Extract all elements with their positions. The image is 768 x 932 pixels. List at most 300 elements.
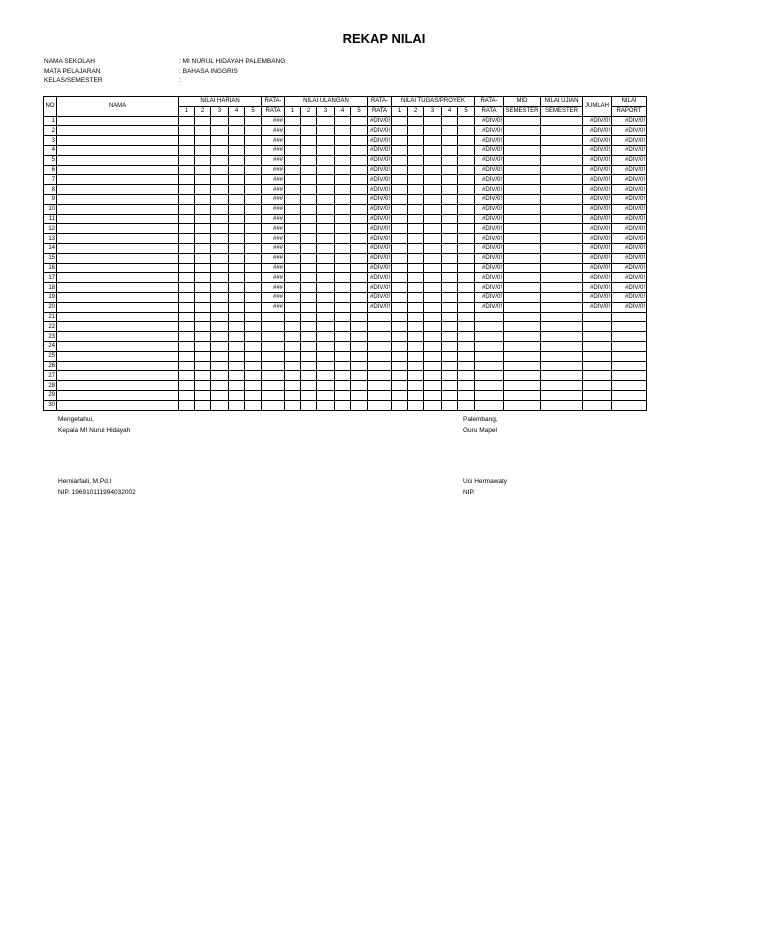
score-cell [301, 400, 317, 410]
student-name-cell [57, 361, 179, 371]
raport-cell: #DIV/0! [612, 234, 647, 244]
row-number: 24 [44, 341, 57, 351]
score-cell [458, 194, 475, 204]
rata-tugas-cell: #DIV/0! [475, 204, 504, 214]
score-cell [408, 243, 424, 253]
header-sub: 4 [229, 106, 245, 116]
score-cell [179, 263, 195, 273]
rata-harian-cell [262, 381, 285, 391]
table-row [44, 185, 647, 195]
score-cell [195, 136, 211, 146]
score-cell [442, 273, 458, 283]
score-cell [335, 400, 351, 410]
header-ujian-bottom: SEMESTER [541, 106, 583, 116]
score-cell [195, 371, 211, 381]
score-cell [392, 214, 408, 224]
jumlah-cell: #DIV/0! [583, 214, 612, 224]
score-cell [335, 322, 351, 332]
score-cell [392, 175, 408, 185]
header-sub: 3 [424, 106, 442, 116]
score-cell [392, 126, 408, 136]
score-cell [301, 253, 317, 263]
table-row [44, 283, 647, 293]
score-cell [458, 145, 475, 155]
score-cell [195, 273, 211, 283]
student-name-cell [57, 253, 179, 263]
score-cell [408, 175, 424, 185]
score-cell [195, 224, 211, 234]
header-rata-ulangan-top: RATA- [368, 97, 392, 107]
score-cell [424, 322, 442, 332]
raport-cell: #DIV/0! [612, 126, 647, 136]
score-cell [392, 371, 408, 381]
score-cell [211, 214, 229, 224]
raport-cell: #DIV/0! [612, 204, 647, 214]
score-cell [408, 273, 424, 283]
score-cell [458, 332, 475, 342]
score-cell [211, 302, 229, 312]
score-cell [458, 214, 475, 224]
score-cell [229, 332, 245, 342]
table-row [44, 292, 647, 302]
score-cell [245, 175, 262, 185]
score-cell [285, 126, 301, 136]
score-cell [285, 194, 301, 204]
mid-semester-cell [504, 185, 541, 195]
row-number: 10 [44, 204, 57, 214]
rata-ulangan-cell [368, 322, 392, 332]
score-cell [229, 302, 245, 312]
score-cell [245, 292, 262, 302]
score-cell [335, 292, 351, 302]
header-mid-top: MID [504, 97, 541, 107]
row-number: 23 [44, 332, 57, 342]
score-cell [301, 302, 317, 312]
table-row [44, 136, 647, 146]
score-cell [179, 341, 195, 351]
score-cell [317, 351, 335, 361]
student-name-cell [57, 292, 179, 302]
score-cell [245, 332, 262, 342]
table-row [44, 155, 647, 165]
score-cell [211, 204, 229, 214]
score-cell [424, 283, 442, 293]
score-cell [229, 126, 245, 136]
header-sub: 1 [285, 106, 301, 116]
raport-cell: #DIV/0! [612, 145, 647, 155]
ujian-semester-cell [541, 292, 583, 302]
score-cell [179, 126, 195, 136]
rata-tugas-cell [475, 332, 504, 342]
score-cell [392, 234, 408, 244]
score-cell [245, 214, 262, 224]
jumlah-cell [583, 322, 612, 332]
score-cell [424, 243, 442, 253]
signature-right-line2: Guru Mapel [463, 427, 497, 434]
score-cell [301, 155, 317, 165]
row-number: 27 [44, 371, 57, 381]
header-nilai-ulangan: NILAI ULANGAN [285, 97, 368, 107]
score-cell [424, 381, 442, 391]
score-cell [408, 194, 424, 204]
score-cell [335, 224, 351, 234]
ujian-semester-cell [541, 145, 583, 155]
table-row [44, 273, 647, 283]
row-number: 9 [44, 194, 57, 204]
table-row [44, 341, 647, 351]
score-cell [229, 204, 245, 214]
score-cell [285, 145, 301, 155]
score-cell [229, 371, 245, 381]
score-cell [408, 185, 424, 195]
score-cell [195, 351, 211, 361]
ujian-semester-cell [541, 165, 583, 175]
score-cell [458, 341, 475, 351]
row-number: 4 [44, 145, 57, 155]
rata-harian-cell: ### [262, 263, 285, 273]
score-cell [211, 371, 229, 381]
signature-left-line2: Kepala MI Nurul Hidayah [58, 427, 131, 434]
score-cell [301, 243, 317, 253]
score-cell [351, 341, 368, 351]
score-cell [229, 312, 245, 322]
rata-ulangan-cell: #DIV/0! [368, 185, 392, 195]
info-label: MATA PELAJARAN [44, 67, 101, 75]
score-cell [351, 400, 368, 410]
mid-semester-cell [504, 332, 541, 342]
score-cell [195, 155, 211, 165]
rata-ulangan-cell: #DIV/0! [368, 214, 392, 224]
score-cell [335, 243, 351, 253]
header-sub: 4 [442, 106, 458, 116]
score-cell [285, 155, 301, 165]
raport-cell [612, 361, 647, 371]
score-cell [408, 302, 424, 312]
table-row [44, 253, 647, 263]
score-cell [442, 224, 458, 234]
raport-cell [612, 381, 647, 391]
jumlah-cell: #DIV/0! [583, 204, 612, 214]
score-cell [179, 155, 195, 165]
score-cell [351, 312, 368, 322]
rata-ulangan-cell: #DIV/0! [368, 283, 392, 293]
score-cell [408, 224, 424, 234]
score-cell [458, 312, 475, 322]
mid-semester-cell [504, 204, 541, 214]
student-name-cell [57, 381, 179, 391]
row-number: 20 [44, 302, 57, 312]
score-cell [317, 292, 335, 302]
score-cell [424, 400, 442, 410]
jumlah-cell: #DIV/0! [583, 224, 612, 234]
score-cell [424, 361, 442, 371]
score-cell [301, 224, 317, 234]
mid-semester-cell [504, 283, 541, 293]
score-cell [301, 126, 317, 136]
score-cell [211, 194, 229, 204]
rata-harian-cell [262, 371, 285, 381]
jumlah-cell: #DIV/0! [583, 155, 612, 165]
score-cell [392, 381, 408, 391]
score-cell [408, 234, 424, 244]
rata-harian-cell [262, 400, 285, 410]
score-cell [442, 371, 458, 381]
score-cell [392, 224, 408, 234]
rata-tugas-cell: #DIV/0! [475, 283, 504, 293]
rata-ulangan-cell: #DIV/0! [368, 204, 392, 214]
score-cell [442, 136, 458, 146]
table-row [44, 312, 647, 322]
score-cell [245, 253, 262, 263]
score-cell [211, 312, 229, 322]
score-cell [442, 185, 458, 195]
score-cell [301, 145, 317, 155]
rata-ulangan-cell [368, 381, 392, 391]
ujian-semester-cell [541, 204, 583, 214]
score-cell [408, 253, 424, 263]
rata-harian-cell [262, 390, 285, 400]
score-cell [335, 204, 351, 214]
score-cell [408, 361, 424, 371]
rata-harian-cell: ### [262, 302, 285, 312]
header-sub: 5 [458, 106, 475, 116]
score-cell [179, 214, 195, 224]
table-row [44, 322, 647, 332]
mid-semester-cell [504, 214, 541, 224]
score-cell [229, 224, 245, 234]
header-sub: 3 [317, 106, 335, 116]
score-cell [245, 224, 262, 234]
ujian-semester-cell [541, 253, 583, 263]
table-row [44, 126, 647, 136]
table-row [44, 145, 647, 155]
ujian-semester-cell [541, 381, 583, 391]
score-cell [245, 136, 262, 146]
student-name-cell [57, 322, 179, 332]
score-cell [245, 381, 262, 391]
score-cell [351, 302, 368, 312]
rata-tugas-cell: #DIV/0! [475, 224, 504, 234]
student-name-cell [57, 204, 179, 214]
score-cell [195, 332, 211, 342]
score-cell [335, 332, 351, 342]
row-number: 14 [44, 243, 57, 253]
info-value: : MI NURUL HIDAYAH PALEMBANG [179, 58, 286, 65]
score-cell [211, 283, 229, 293]
score-cell [351, 234, 368, 244]
jumlah-cell [583, 312, 612, 322]
header-rata-ulangan-bottom: RATA [368, 106, 392, 116]
row-number: 25 [44, 351, 57, 361]
score-cell [245, 341, 262, 351]
score-cell [442, 312, 458, 322]
jumlah-cell [583, 371, 612, 381]
raport-cell [612, 371, 647, 381]
score-cell [245, 194, 262, 204]
score-cell [424, 185, 442, 195]
jumlah-cell: #DIV/0! [583, 263, 612, 273]
score-cell [229, 175, 245, 185]
rata-ulangan-cell: #DIV/0! [368, 302, 392, 312]
student-name-cell [57, 165, 179, 175]
score-cell [211, 273, 229, 283]
rata-ulangan-cell: #DIV/0! [368, 155, 392, 165]
score-cell [285, 381, 301, 391]
score-cell [317, 214, 335, 224]
score-cell [179, 322, 195, 332]
student-name-cell [57, 243, 179, 253]
score-cell [351, 381, 368, 391]
score-cell [424, 292, 442, 302]
row-number: 2 [44, 126, 57, 136]
header-rata-tugas-top: RATA- [475, 97, 504, 107]
score-cell [179, 165, 195, 175]
row-number: 1 [44, 116, 57, 126]
score-cell [211, 263, 229, 273]
rata-tugas-cell: #DIV/0! [475, 253, 504, 263]
ujian-semester-cell [541, 214, 583, 224]
rata-tugas-cell: #DIV/0! [475, 136, 504, 146]
score-cell [301, 273, 317, 283]
score-cell [458, 302, 475, 312]
score-cell [458, 322, 475, 332]
jumlah-cell: #DIV/0! [583, 175, 612, 185]
score-cell [424, 273, 442, 283]
score-cell [442, 116, 458, 126]
score-cell [317, 234, 335, 244]
score-cell [285, 400, 301, 410]
mid-semester-cell [504, 273, 541, 283]
ujian-semester-cell [541, 273, 583, 283]
rata-tugas-cell: #DIV/0! [475, 292, 504, 302]
score-cell [179, 175, 195, 185]
score-cell [195, 116, 211, 126]
student-name-cell [57, 332, 179, 342]
score-cell [351, 253, 368, 263]
info-label: KELAS/SEMESTER [44, 77, 103, 85]
score-cell [285, 312, 301, 322]
raport-cell: #DIV/0! [612, 155, 647, 165]
score-cell [424, 332, 442, 342]
score-cell [458, 243, 475, 253]
jumlah-cell [583, 390, 612, 400]
ujian-semester-cell [541, 283, 583, 293]
jumlah-cell: #DIV/0! [583, 126, 612, 136]
score-cell [317, 224, 335, 234]
header-nilai-tugas: NILAI TUGAS/PROYEK [392, 97, 475, 107]
score-cell [179, 194, 195, 204]
score-cell [351, 194, 368, 204]
score-cell [301, 116, 317, 126]
rata-tugas-cell: #DIV/0! [475, 234, 504, 244]
mid-semester-cell [504, 155, 541, 165]
score-cell [458, 371, 475, 381]
score-cell [335, 234, 351, 244]
score-cell [195, 263, 211, 273]
mid-semester-cell [504, 165, 541, 175]
score-cell [392, 273, 408, 283]
rata-tugas-cell [475, 312, 504, 322]
score-cell [424, 351, 442, 361]
score-cell [301, 390, 317, 400]
score-cell [179, 400, 195, 410]
score-cell [195, 283, 211, 293]
rata-harian-cell: ### [262, 234, 285, 244]
ujian-semester-cell [541, 263, 583, 273]
student-name-cell [57, 234, 179, 244]
score-cell [245, 361, 262, 371]
score-cell [245, 283, 262, 293]
score-cell [179, 116, 195, 126]
score-cell [285, 175, 301, 185]
mid-semester-cell [504, 234, 541, 244]
table-row [44, 302, 647, 312]
score-cell [245, 145, 262, 155]
header-raport-bottom: RAPORT [612, 106, 647, 116]
score-cell [335, 194, 351, 204]
score-cell [195, 204, 211, 214]
score-cell [317, 126, 335, 136]
score-cell [351, 361, 368, 371]
rata-ulangan-cell [368, 312, 392, 322]
score-cell [408, 381, 424, 391]
score-cell [245, 243, 262, 253]
mid-semester-cell [504, 263, 541, 273]
ujian-semester-cell [541, 341, 583, 351]
rata-ulangan-cell: #DIV/0! [368, 116, 392, 126]
row-number: 3 [44, 136, 57, 146]
mid-semester-cell [504, 371, 541, 381]
signature-right-name: Uci Hermawaty [463, 478, 508, 485]
row-number: 5 [44, 155, 57, 165]
rata-ulangan-cell: #DIV/0! [368, 292, 392, 302]
header-sub: 4 [335, 106, 351, 116]
raport-cell: #DIV/0! [612, 292, 647, 302]
ujian-semester-cell [541, 185, 583, 195]
score-cell [179, 185, 195, 195]
score-cell [458, 234, 475, 244]
score-cell [245, 234, 262, 244]
score-cell [285, 361, 301, 371]
score-cell [392, 332, 408, 342]
raport-cell: #DIV/0! [612, 302, 647, 312]
ujian-semester-cell [541, 175, 583, 185]
score-cell [424, 390, 442, 400]
raport-cell: #DIV/0! [612, 263, 647, 273]
score-cell [317, 390, 335, 400]
score-cell [351, 243, 368, 253]
rata-ulangan-cell: #DIV/0! [368, 263, 392, 273]
rata-ulangan-cell: #DIV/0! [368, 253, 392, 263]
header-sub: 2 [408, 106, 424, 116]
score-cell [458, 351, 475, 361]
rata-harian-cell: ### [262, 165, 285, 175]
score-cell [442, 400, 458, 410]
score-cell [285, 390, 301, 400]
score-cell [317, 273, 335, 283]
table-row [44, 390, 647, 400]
score-cell [195, 253, 211, 263]
score-cell [392, 116, 408, 126]
score-cell [424, 116, 442, 126]
rata-harian-cell: ### [262, 126, 285, 136]
header-sub: 2 [301, 106, 317, 116]
score-cell [285, 332, 301, 342]
school-info [44, 57, 285, 86]
score-cell [351, 273, 368, 283]
score-cell [195, 400, 211, 410]
rata-harian-cell: ### [262, 253, 285, 263]
